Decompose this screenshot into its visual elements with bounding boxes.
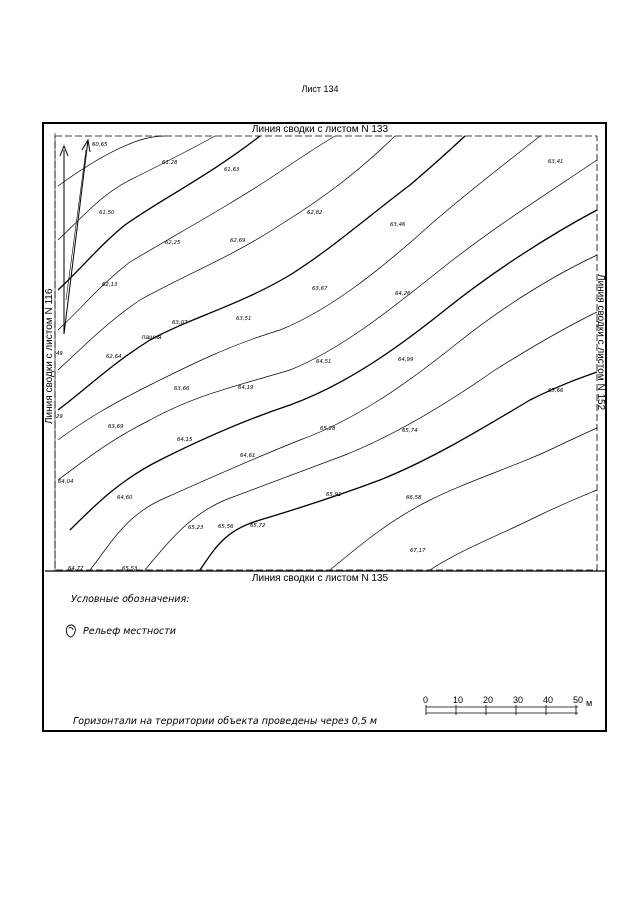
scale-unit: м xyxy=(586,698,593,708)
elevation-mark: 64,04 xyxy=(58,479,74,485)
elevation-mark: 63,67 xyxy=(312,286,328,292)
north-arrow xyxy=(60,140,90,334)
legend-label: Рельеф местности xyxy=(83,625,176,637)
relief-icon xyxy=(65,624,77,638)
place-label: пашня xyxy=(142,334,162,341)
elevation-mark: 63,07 xyxy=(172,320,188,326)
elevation-mark: 65,53 xyxy=(122,566,138,572)
elevation-mark: 64,77 xyxy=(68,566,84,572)
edge-label-top: Линия сводки с листом N 133 xyxy=(251,124,389,135)
elevation-mark: 61,50 xyxy=(99,210,115,216)
elevation-mark: 64,15 xyxy=(177,437,193,443)
elevation-mark: 61,63 xyxy=(224,167,240,173)
elevation-mark: 65,28 xyxy=(320,426,336,432)
elevation-labels xyxy=(56,142,564,572)
elevation-mark: 64,19 xyxy=(238,385,254,391)
elevation-mark: 63,51 xyxy=(236,316,252,322)
elevation-mark: 67,17 xyxy=(410,548,426,554)
scale-tick-label: 50 xyxy=(573,695,584,705)
edge-label-bottom: Линия сводки с листом N 135 xyxy=(251,573,389,584)
elevation-mark: 62,82 xyxy=(307,210,323,216)
elevation-mark: 65,91 xyxy=(326,492,342,498)
scale-tick-label: 40 xyxy=(543,695,554,705)
elevation-mark: 64,51 xyxy=(316,359,332,365)
elevation-mark: 65,66 xyxy=(548,388,564,394)
elevation-mark: 64,60 xyxy=(117,495,133,501)
elevation-mark: 62,13 xyxy=(102,282,118,288)
elevation-mark: 65,72 xyxy=(250,523,266,529)
elevation-mark: 64,26 xyxy=(395,291,411,297)
elevation-mark: 65,56 xyxy=(218,524,234,530)
elevation-mark: 63,41 xyxy=(548,159,564,165)
sheet-boundary xyxy=(55,136,597,570)
elevation-mark: 63,66 xyxy=(174,386,190,392)
scale-tick-label: 0 xyxy=(423,695,429,705)
scale-bar xyxy=(420,694,600,722)
legend-item-relief xyxy=(65,624,176,638)
elevation-mark: 64,99 xyxy=(398,357,414,363)
elevation-mark: 64,61 xyxy=(240,453,256,459)
legend-title: Условные обозначения: xyxy=(71,594,190,605)
elevation-mark: 65,74 xyxy=(402,428,418,434)
elevation-mark: 62,25 xyxy=(165,240,181,246)
elevation-mark: 66,58 xyxy=(406,495,422,501)
edge-label-left: Линия сводки с листом N 116 xyxy=(44,288,55,424)
scale-tick-label: 10 xyxy=(453,695,464,705)
elevation-mark: 63,46 xyxy=(390,222,406,228)
contour-lines xyxy=(58,136,597,570)
elevation-mark: 29 xyxy=(56,414,63,420)
edge-label-right: Линия сводки с листом N 152 xyxy=(595,274,606,411)
elevation-mark: 60,65 xyxy=(92,142,108,148)
contour-interval-note: Горизонтали на территории объекта проведены через 0,5 м xyxy=(73,716,378,727)
elevation-mark: 63,69 xyxy=(108,424,124,430)
scale-tick-label: 20 xyxy=(483,695,494,705)
elevation-mark: 62,69 xyxy=(230,238,246,244)
sheet-title: Лист 134 xyxy=(301,84,339,94)
elevation-mark: 61,28 xyxy=(162,160,178,166)
scale-tick-label: 30 xyxy=(513,695,524,705)
elevation-mark: 62,64 xyxy=(106,354,122,360)
elevation-mark: 49 xyxy=(56,351,63,357)
elevation-mark: 65,23 xyxy=(188,525,204,531)
